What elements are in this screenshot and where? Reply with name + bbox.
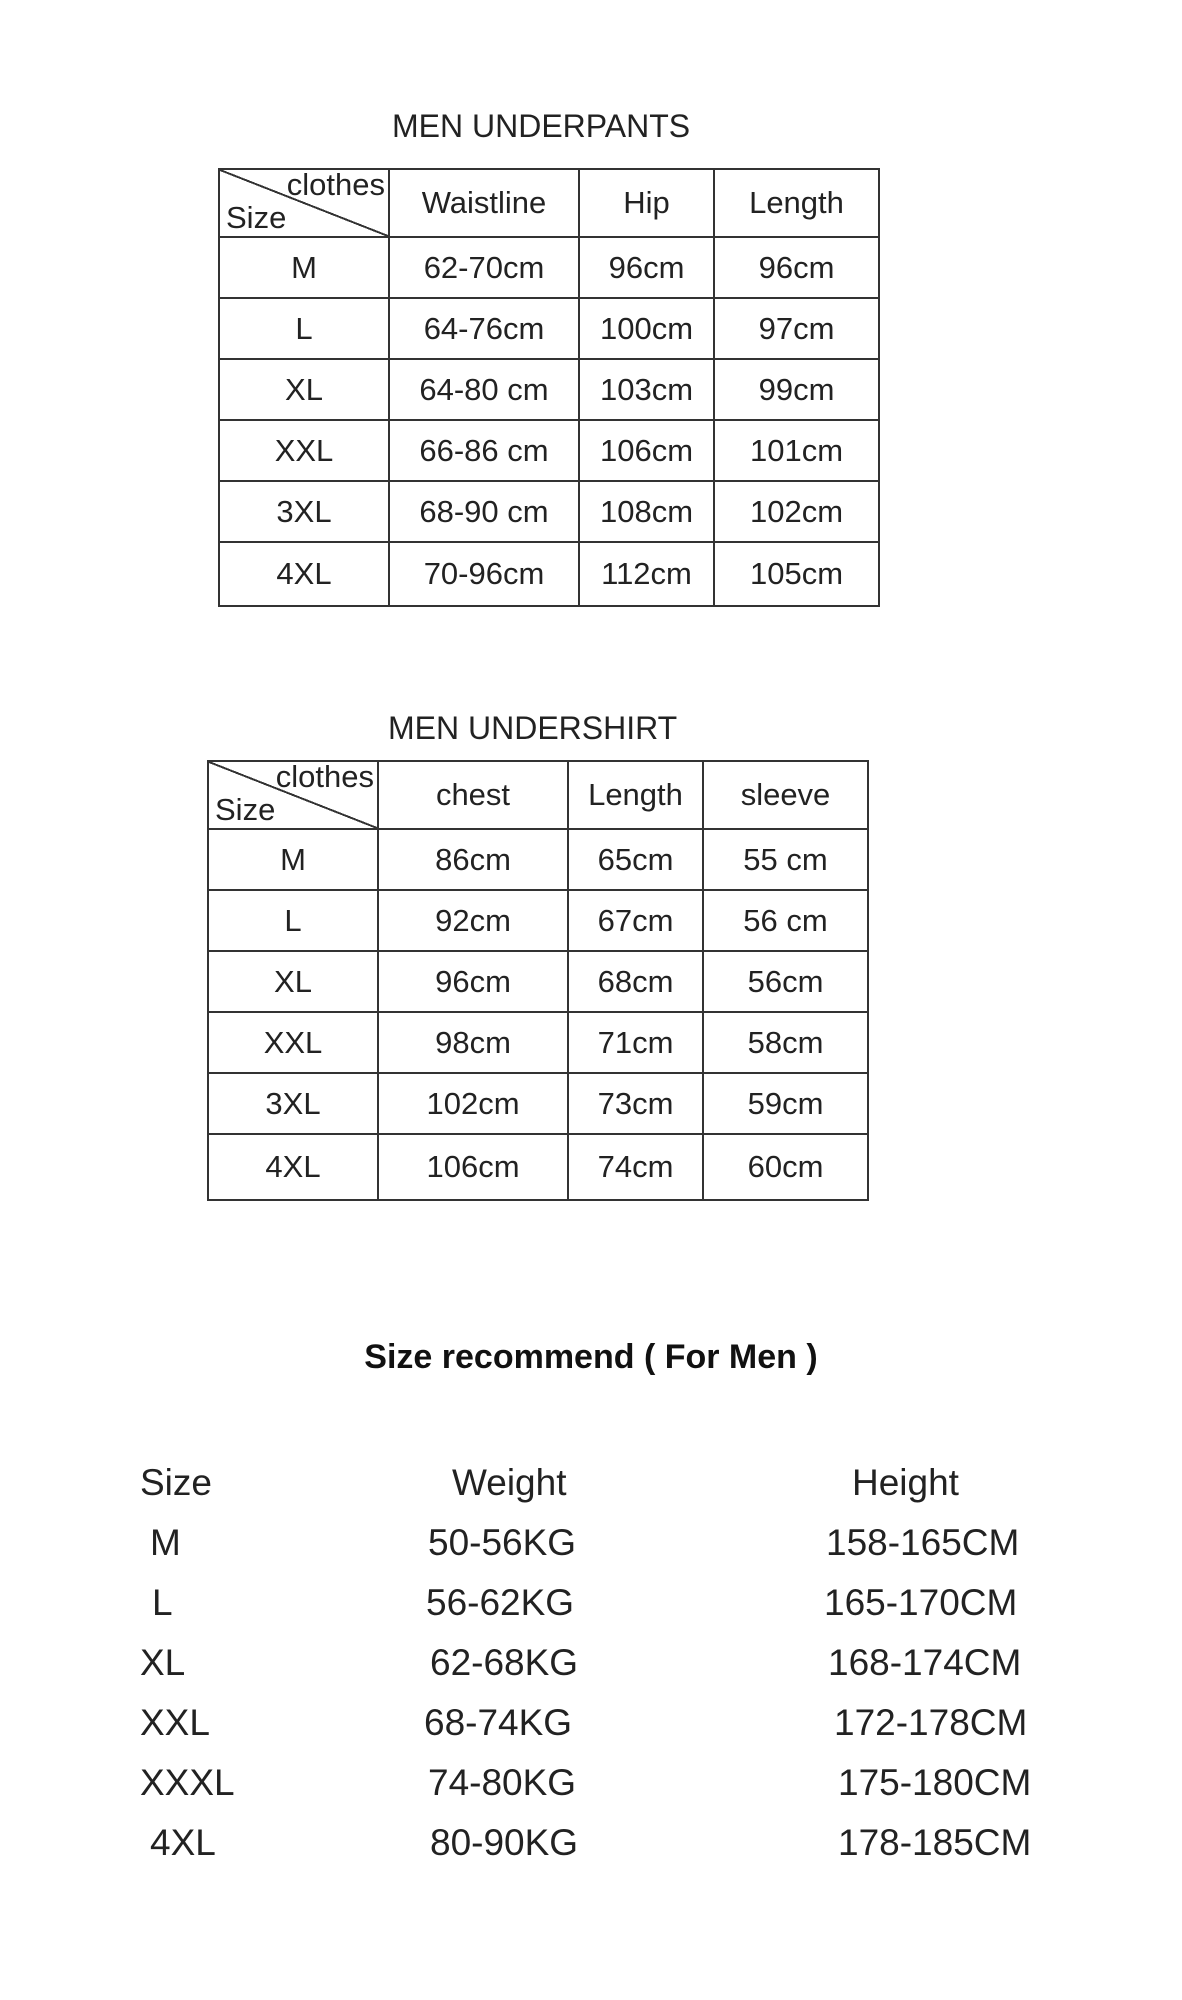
- recommend-height: 168-174CM: [828, 1642, 1022, 1683]
- length-cell: 96cm: [714, 237, 879, 298]
- recommend-height: 172-178CM: [834, 1702, 1028, 1743]
- hip-cell: 103cm: [579, 359, 714, 420]
- sleeve-cell: 58cm: [703, 1012, 868, 1073]
- chest-cell: 96cm: [378, 951, 568, 1012]
- recommend-size: M: [150, 1522, 181, 1563]
- corner-cell: [208, 761, 378, 829]
- column-header: sleeve: [703, 761, 868, 829]
- length-cell: 67cm: [568, 890, 703, 951]
- corner-label-size: Size: [215, 792, 276, 827]
- length-cell: 105cm: [714, 542, 879, 606]
- recommend-weight: 80-90KG: [430, 1822, 579, 1863]
- chest-cell: 92cm: [378, 890, 568, 951]
- size-cell: L: [208, 890, 378, 951]
- table-row: [208, 1134, 868, 1200]
- waistline-cell: 64-76cm: [389, 298, 579, 359]
- table-row: [219, 542, 879, 606]
- table-row: [208, 1073, 868, 1134]
- chest-cell: 106cm: [378, 1134, 568, 1200]
- column-header: Length: [568, 761, 703, 829]
- recommend-header-height: Height: [852, 1462, 959, 1503]
- length-cell: 99cm: [714, 359, 879, 420]
- recommend-size: XXXL: [140, 1762, 235, 1803]
- waistline-cell: 66-86 cm: [389, 420, 579, 481]
- length-cell: 74cm: [568, 1134, 703, 1200]
- column-header: Hip: [579, 169, 714, 237]
- length-cell: 97cm: [714, 298, 879, 359]
- table-row: [208, 829, 868, 890]
- column-header: chest: [378, 761, 568, 829]
- waistline-cell: 70-96cm: [389, 542, 579, 606]
- hip-cell: 96cm: [579, 237, 714, 298]
- corner-cell: [219, 169, 389, 237]
- undershirt-table: [207, 760, 869, 1201]
- size-cell: 3XL: [208, 1073, 378, 1134]
- recommend-weight: 74-80KG: [428, 1762, 577, 1803]
- sleeve-cell: 56 cm: [703, 890, 868, 951]
- recommend-header-size: Size: [140, 1462, 212, 1503]
- table-row: [219, 237, 879, 298]
- size-cell: 3XL: [219, 481, 389, 542]
- table-row: [208, 890, 868, 951]
- underpants-title: MEN UNDERPANTS: [392, 108, 691, 144]
- length-cell: 65cm: [568, 829, 703, 890]
- hip-cell: 100cm: [579, 298, 714, 359]
- length-cell: 71cm: [568, 1012, 703, 1073]
- recommend-size: XXL: [140, 1702, 210, 1743]
- table-row: [219, 420, 879, 481]
- size-cell: XXL: [219, 420, 389, 481]
- underpants-table: [218, 168, 880, 607]
- table-row: [208, 1012, 868, 1073]
- sleeve-cell: 55 cm: [703, 829, 868, 890]
- size-cell: 4XL: [208, 1134, 378, 1200]
- waistline-cell: 64-80 cm: [389, 359, 579, 420]
- sleeve-cell: 60cm: [703, 1134, 868, 1200]
- recommend-title: Size recommend ( For Men ): [364, 1338, 818, 1376]
- hip-cell: 108cm: [579, 481, 714, 542]
- recommend-size: 4XL: [150, 1822, 216, 1863]
- table-header-row: [219, 169, 879, 237]
- hip-cell: 106cm: [579, 420, 714, 481]
- size-cell: XL: [208, 951, 378, 1012]
- size-cell: L: [219, 298, 389, 359]
- corner-label-clothes: clothes: [286, 167, 385, 202]
- recommend-height: 178-185CM: [838, 1822, 1032, 1863]
- sleeve-cell: 59cm: [703, 1073, 868, 1134]
- hip-cell: 112cm: [579, 542, 714, 606]
- recommend-size: XL: [140, 1642, 186, 1683]
- table-header-row: [208, 761, 868, 829]
- column-header: Length: [714, 169, 879, 237]
- table-row: [208, 951, 868, 1012]
- recommend-height: 165-170CM: [824, 1582, 1018, 1623]
- size-cell: XXL: [208, 1012, 378, 1073]
- recommend-height: 158-165CM: [826, 1522, 1020, 1563]
- recommend-weight: 50-56KG: [428, 1522, 577, 1563]
- corner-label-size: Size: [226, 200, 287, 235]
- recommend-weight: 68-74KG: [424, 1702, 573, 1743]
- chest-cell: 98cm: [378, 1012, 568, 1073]
- size-cell: XL: [219, 359, 389, 420]
- chest-cell: 86cm: [378, 829, 568, 890]
- length-cell: 101cm: [714, 420, 879, 481]
- recommend-header-weight: Weight: [452, 1462, 567, 1503]
- table-row: [219, 481, 879, 542]
- waistline-cell: 68-90 cm: [389, 481, 579, 542]
- waistline-cell: 62-70cm: [389, 237, 579, 298]
- recommend-size: L: [152, 1582, 173, 1623]
- chest-cell: 102cm: [378, 1073, 568, 1134]
- size-cell: 4XL: [219, 542, 389, 606]
- size-cell: M: [219, 237, 389, 298]
- length-cell: 102cm: [714, 481, 879, 542]
- sleeve-cell: 56cm: [703, 951, 868, 1012]
- recommend-weight: 62-68KG: [430, 1642, 579, 1683]
- recommend-height: 175-180CM: [838, 1762, 1032, 1803]
- table-row: [219, 298, 879, 359]
- column-header: Waistline: [389, 169, 579, 237]
- corner-label-clothes: clothes: [275, 759, 374, 794]
- length-cell: 73cm: [568, 1073, 703, 1134]
- size-cell: M: [208, 829, 378, 890]
- table-row: [219, 359, 879, 420]
- undershirt-title: MEN UNDERSHIRT: [388, 710, 678, 746]
- recommend-weight: 56-62KG: [426, 1582, 575, 1623]
- length-cell: 68cm: [568, 951, 703, 1012]
